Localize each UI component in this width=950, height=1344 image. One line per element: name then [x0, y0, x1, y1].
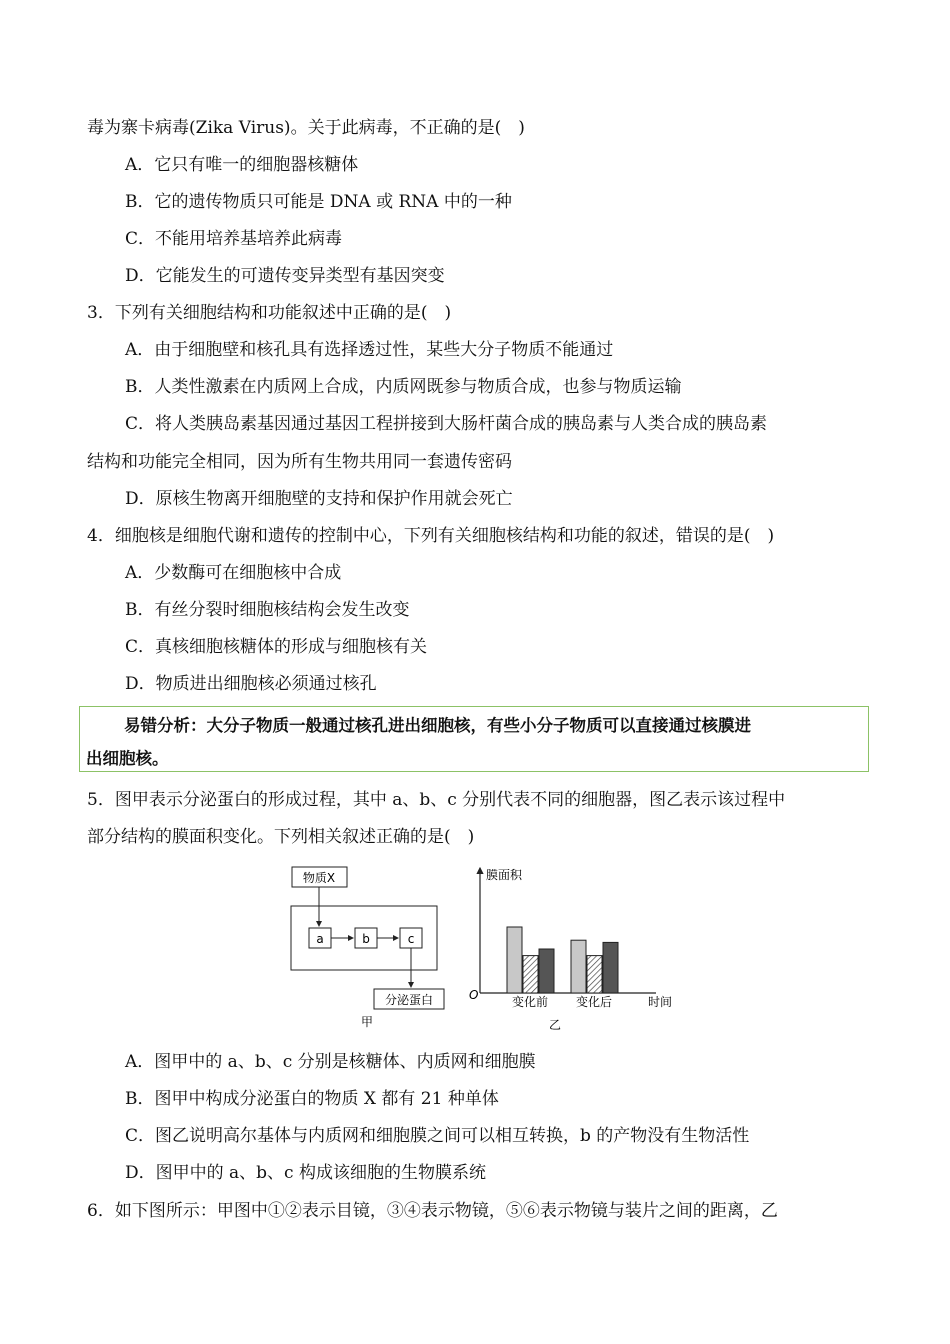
q5-option-c: C．图乙说明高尔基体与内质网和细胞膜之间可以相互转换，b 的产物没有生物活性 — [125, 1126, 750, 1146]
q2-option-d: D．它能发生的可遗传变异类型有基因突变 — [125, 266, 445, 286]
figure-yi-caption: 乙 — [548, 1018, 562, 1032]
organelle-b-label: b — [362, 932, 370, 946]
y-axis-label: 膜面积 — [486, 868, 523, 882]
bars-group — [507, 927, 618, 993]
secreted-protein-label: 分泌蛋白 — [384, 993, 434, 1007]
q5-option-a: A．图甲中的 a、b、c 分别是核糖体、内质网和细胞膜 — [125, 1052, 536, 1072]
q4-option-d: D．物质进出细胞核必须通过核孔 — [125, 674, 377, 694]
q5-option-d: D．图甲中的 a、b、c 构成该细胞的生物膜系统 — [125, 1163, 486, 1183]
q2-option-b: B．它的遗传物质只可能是 DNA 或 RNA 中的一种 — [125, 192, 512, 212]
category-label-before: 变化前 — [511, 995, 549, 1009]
q3-option-b: B．人类性激素在内质网上合成，内质网既参与物质合成，也参与物质运输 — [125, 377, 682, 397]
bar-series-1-before — [507, 927, 522, 993]
bar-series-3-after — [603, 942, 618, 993]
organelle-a-label: a — [316, 932, 324, 946]
bar-series-1-after — [571, 940, 586, 993]
organelle-c-label: c — [407, 932, 415, 946]
q3-option-c-cont: 结构和功能完全相同，因为所有生物共用同一套遗传密码 — [87, 452, 512, 472]
q5-stem-1: 5．图甲表示分泌蛋白的形成过程，其中 a、b、c 分别代表不同的细胞器，图乙表示该过程中 — [87, 790, 786, 810]
q2-stem-end: 毒为寨卡病毒(Zika Virus)。关于此病毒，不正确的是( ) — [87, 118, 525, 138]
error-analysis-line-2: 出细胞核。 — [86, 749, 169, 768]
q4-option-c: C．真核细胞核糖体的形成与细胞核有关 — [125, 637, 428, 657]
q3-option-a: A．由于细胞壁和核孔具有选择透过性，某些大分子物质不能通过 — [125, 340, 614, 360]
figure-yi-chart — [460, 860, 680, 1038]
q4-option-b: B．有丝分裂时细胞核结构会发生改变 — [125, 600, 410, 620]
q4-option-a: A．少数酶可在细胞核中合成 — [125, 563, 342, 583]
q2-option-c: C．不能用培养基培养此病毒 — [125, 229, 343, 249]
origin-label: O — [469, 988, 479, 1002]
q4-stem: 4．细胞核是细胞代谢和遗传的控制中心，下列有关细胞核结构和功能的叙述，错误的是( ) — [87, 526, 775, 546]
bar-series-2-before — [523, 956, 538, 993]
q6-stem: 6．如下图所示：甲图中①②表示目镜，③④表示物镜，⑤⑥表示物镜与装片之间的距离，乙 — [87, 1201, 778, 1221]
substance-x-label: 物质X — [302, 871, 336, 885]
q3-stem: 3．下列有关细胞结构和功能叙述中正确的是( ) — [87, 303, 452, 323]
q3-option-d: D．原核生物离开细胞壁的支持和保护作用就会死亡 — [125, 489, 513, 509]
error-analysis-box — [79, 706, 869, 772]
bar-series-2-after — [587, 956, 602, 993]
q2-option-a: A．它只有唯一的细胞器核糖体 — [125, 155, 359, 175]
q5-stem-2: 部分结构的膜面积变化。下列相关叙述正确的是( ) — [87, 827, 475, 847]
figure-jia-caption: 甲 — [360, 1015, 374, 1029]
error-analysis-line-1: 易错分析：大分子物质一般通过核孔进出细胞核，有些小分子物质可以直接通过核膜进 — [124, 716, 751, 735]
q5-option-b: B．图甲中构成分泌蛋白的物质 X 都有 21 种单体 — [125, 1089, 499, 1109]
x-axis-label: 时间 — [648, 995, 673, 1009]
figure-jia-diagram — [280, 860, 470, 1035]
category-label-after: 变化后 — [575, 995, 613, 1009]
bar-series-3-before — [539, 949, 554, 993]
q3-option-c: C．将人类胰岛素基因通过基因工程拼接到大肠杆菌合成的胰岛素与人类合成的胰岛素 — [125, 414, 768, 434]
